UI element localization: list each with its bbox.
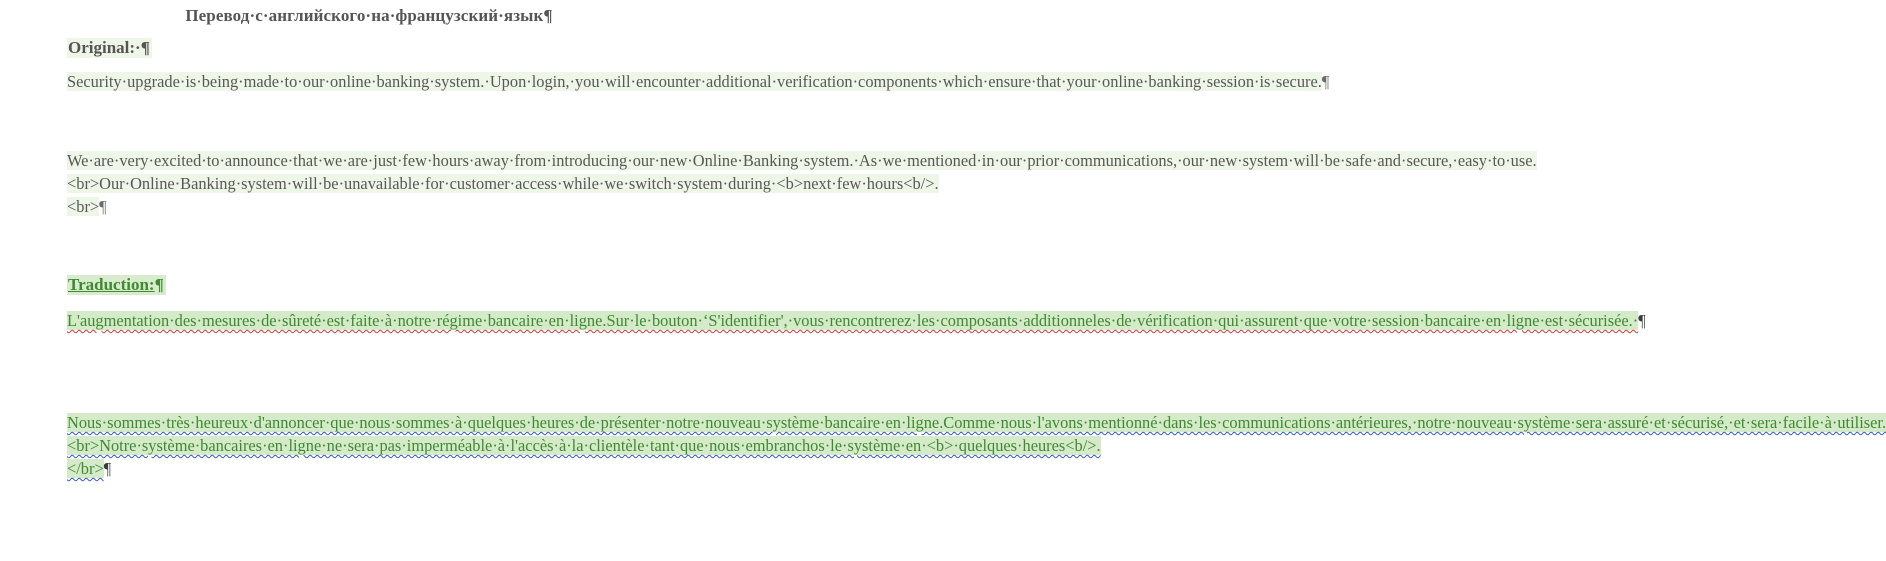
original-paragraph-2 — [67, 149, 1537, 218]
document-title: Перевод·с·английского·на·французский·язык¶ — [185, 6, 553, 25]
translation-paragraph-1-text: L'augmentation·des·mesures·de·sûreté·est·faite·à·notre·régime·bancaire·en·ligne.Sur·le·bouton·‘S'identifier',·vous·rencontrerez·les·composants·additionneles·de·vérification·qui·assurent·que·votre·session·bancaire·en·ligne·est·sécurisée.· — [67, 311, 1639, 330]
translation-paragraph-1 — [67, 309, 1646, 332]
translation-paragraph-2-text: Nous·sommes·très·heureux·d'annoncer·que·nous·sommes·à·quelques·heures·de·présenter·notre·nouveau·système·bancaire·en·ligne.Comme·nous·l'avons·mentionné·dans·les·communications·antérieures,·notre·nouveau·système·sera·assuré·et·sécurisé,·et·sera·facile·à·utiliser.<br>Notre·système·bancaires·en·ligne·ne·sera·pas·imperméable·à·l'accès·à·la·clientèle·tant·que·nous·embranchos·le·système·en·<b>·quelques·heures<b/>.</br> — [67, 413, 1886, 478]
pilcrow-mark: ¶ — [1638, 311, 1646, 330]
pilcrow-mark: ¶ — [99, 197, 107, 216]
pilcrow-mark: ¶ — [154, 275, 164, 294]
translation-heading — [67, 275, 166, 295]
translation-paragraph-2 — [67, 411, 1886, 480]
original-paragraph-2-text: We·are·very·excited·to·announce·that·we·are·just·few·hours·away·from·introducing·our·new·Online·Banking·system.·As·we·mentioned·in·our·prior·communications,·our·new·system·will·be·safe·and·secure,·easy·to·use.<br>Our·Online·Banking·system·will·be·unavailable·for·customer·access·while·we·switch·system·during·<b>next·few·hours<b/>.<br> — [67, 151, 1537, 216]
pilcrow-mark: ¶ — [1321, 72, 1330, 91]
original-heading: Original:·¶ — [68, 38, 150, 57]
original-paragraph-1-text: Security·upgrade·is·being·made·to·our·online·banking·system.·Upon·login,·you·will·encounter·additional·verification·components·which·ensure·that·your·online·banking·session·is·secure. — [67, 72, 1322, 91]
pilcrow-mark: ¶ — [103, 459, 112, 478]
original-paragraph-1 — [67, 70, 1330, 93]
translation-heading-text: Traduction: — [68, 275, 155, 294]
